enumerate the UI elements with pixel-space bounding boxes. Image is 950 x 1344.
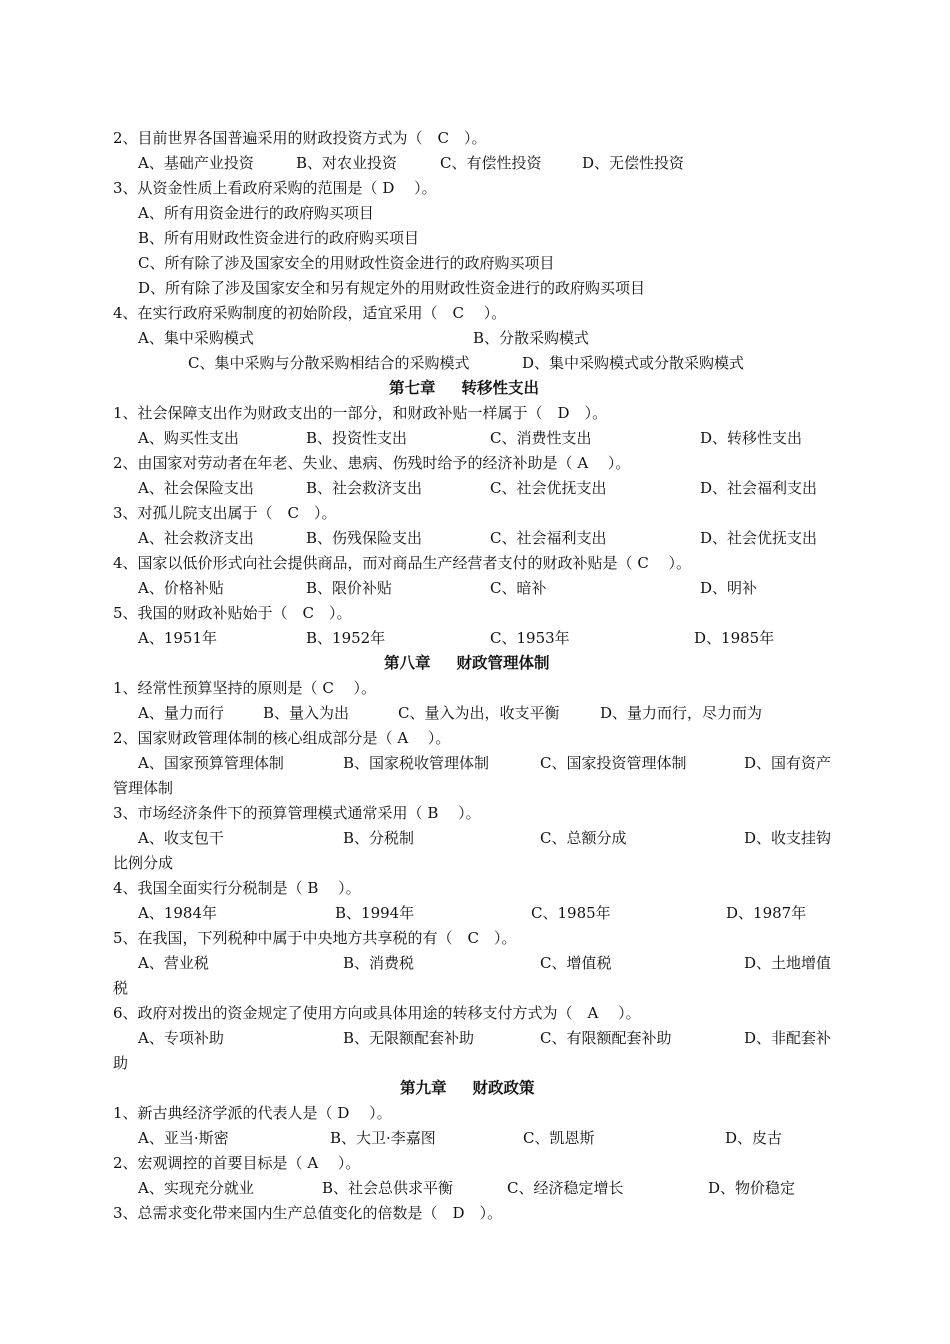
- option-b: B、消费税: [343, 954, 415, 972]
- question-text: 6、政府对拨出的资金规定了使用方向或具体用途的转移支付方式为（ A ）。: [113, 1004, 641, 1022]
- option-d: D、所有除了涉及国家安全和另有规定外的用财政性资金进行的政府购买项目: [138, 279, 646, 297]
- option-c: C、所有除了涉及国家安全的用财政性资金进行的政府购买项目: [138, 254, 555, 272]
- option-a: A、亚当·斯密: [138, 1129, 229, 1147]
- question-text: 1、新古典经济学派的代表人是（ D ）。: [113, 1104, 392, 1122]
- wrapped-text: 税: [113, 979, 129, 997]
- option-d: D、物价稳定: [708, 1179, 796, 1197]
- option-b: B、对农业投资: [296, 154, 398, 172]
- option-c: C、量入为出，收支平衡: [398, 704, 560, 722]
- option-b: B、无限额配套补助: [343, 1029, 475, 1047]
- option-d: D、量力而行，尽力而为: [600, 704, 763, 722]
- option-d: D、土地增值: [744, 954, 832, 972]
- question-text: 3、从资金性质上看政府采购的范围是（ D ）。: [113, 179, 437, 197]
- option-b: B、国家税收管理体制: [343, 754, 490, 772]
- chapter-heading: [400, 1077, 535, 1099]
- chapter-number: 第八章: [384, 654, 431, 672]
- question-text: 2、由国家对劳动者在年老、失业、患病、伤残时给予的经济补助是（ A ）。: [113, 454, 631, 472]
- option-c: C、经济稳定增长: [507, 1179, 624, 1197]
- option-c: C、社会优抚支出: [490, 479, 607, 497]
- option-a: A、社会救济支出: [138, 529, 254, 547]
- option-d: D、国有资产: [744, 754, 832, 772]
- chapter-heading: [389, 377, 539, 399]
- option-d: D、无偿性投资: [582, 154, 685, 172]
- option-a: A、所有用资金进行的政府购买项目: [138, 204, 374, 222]
- wrapped-text: 助: [113, 1054, 129, 1072]
- option-b: B、分税制: [343, 829, 415, 847]
- option-b: B、社会总供求平衡: [322, 1179, 454, 1197]
- option-b: B、1952年: [306, 629, 386, 647]
- chapter-heading: [384, 652, 550, 674]
- option-c: C、1985年: [531, 904, 611, 922]
- option-a: A、1984年: [138, 904, 218, 922]
- option-a: A、营业税: [138, 954, 209, 972]
- option-c: C、有偿性投资: [440, 154, 542, 172]
- option-b: B、投资性支出: [306, 429, 408, 447]
- option-a: A、1951年: [138, 629, 218, 647]
- option-c: C、1953年: [490, 629, 570, 647]
- option-c: C、社会福利支出: [490, 529, 607, 547]
- option-d: D、转移性支出: [700, 429, 803, 447]
- option-c: C、凯恩斯: [523, 1129, 595, 1147]
- option-c: C、总额分成: [540, 829, 627, 847]
- option-d: D、收支挂钩: [744, 829, 832, 847]
- chapter-number: 第七章: [389, 379, 436, 397]
- question-text: 5、在我国，下列税种中属于中央地方共享税的有（ C ）。: [113, 929, 517, 947]
- option-a: A、量力而行: [138, 704, 224, 722]
- wrapped-text: 管理体制: [113, 779, 174, 797]
- chapter-title: 财政政策: [472, 1079, 535, 1097]
- question-text: 3、对孤儿院支出属于（ C ）。: [113, 504, 337, 522]
- option-d: D、1987年: [726, 904, 807, 922]
- question-text: 5、我国的财政补贴始于（ C ）。: [113, 604, 352, 622]
- option-a: A、购买性支出: [138, 429, 239, 447]
- option-a: A、专项补助: [138, 1029, 224, 1047]
- question-text: 3、总需求变化带来国内生产总值变化的倍数是（ D ）。: [113, 1204, 503, 1222]
- wrapped-text: 比例分成: [113, 854, 174, 872]
- option-a: A、集中采购模式: [138, 329, 254, 347]
- question-text: 4、国家以低价形式向社会提供商品，而对商品生产经营者支付的财政补贴是（ C ）。: [113, 554, 692, 572]
- option-b: B、伤残保险支出: [306, 529, 423, 547]
- option-c: C、增值税: [540, 954, 612, 972]
- option-a: A、价格补贴: [138, 579, 224, 597]
- option-d: D、皮古: [725, 1129, 783, 1147]
- option-d: D、社会优抚支出: [700, 529, 818, 547]
- option-a: A、基础产业投资: [138, 154, 254, 172]
- option-c: C、消费性支出: [490, 429, 592, 447]
- option-b: B、分散采购模式: [473, 329, 590, 347]
- option-a: A、国家预算管理体制: [138, 754, 284, 772]
- option-b: B、社会救济支出: [306, 479, 423, 497]
- chapter-title: 财政管理体制: [456, 654, 550, 672]
- option-c: C、有限额配套补助: [540, 1029, 672, 1047]
- option-d: D、1985年: [694, 629, 775, 647]
- option-a: A、收支包干: [138, 829, 224, 847]
- question-text: 4、在实行政府采购制度的初始阶段，适宜采用（ C ）。: [113, 304, 507, 322]
- option-b: B、限价补贴: [306, 579, 393, 597]
- option-c: C、暗补: [490, 579, 547, 597]
- option-b: B、1994年: [335, 904, 415, 922]
- question-text: 2、目前世界各国普遍采用的财政投资方式为（ C ）。: [113, 129, 487, 147]
- option-c: C、国家投资管理体制: [540, 754, 687, 772]
- question-text: 3、市场经济条件下的预算管理模式通常采用（ B ）。: [113, 804, 481, 822]
- question-text: 2、宏观调控的首要目标是（ A ）。: [113, 1154, 361, 1172]
- question-text: 4、我国全面实行分税制是（ B ）。: [113, 879, 361, 897]
- option-d: D、明补: [700, 579, 758, 597]
- question-text: 2、国家财政管理体制的核心组成部分是（ A ）。: [113, 729, 451, 747]
- option-d: D、社会福利支出: [700, 479, 818, 497]
- question-text: 1、社会保障支出作为财政支出的一部分，和财政补贴一样属于（ D ）。: [113, 404, 608, 422]
- option-b: B、大卫·李嘉图: [330, 1129, 436, 1147]
- option-a: A、社会保险支出: [138, 479, 254, 497]
- option-c: C、集中采购与分散采购相结合的采购模式: [188, 354, 470, 372]
- option-d: D、非配套补: [744, 1029, 832, 1047]
- question-text: 1、经常性预算坚持的原则是（ C ）。: [113, 679, 377, 697]
- chapter-number: 第九章: [400, 1079, 447, 1097]
- chapter-title: 转移性支出: [461, 379, 540, 397]
- option-b: B、量入为出: [263, 704, 350, 722]
- option-a: A、实现充分就业: [138, 1179, 254, 1197]
- option-b: B、所有用财政性资金进行的政府购买项目: [138, 229, 420, 247]
- option-d: D、集中采购模式或分散采购模式: [522, 354, 745, 372]
